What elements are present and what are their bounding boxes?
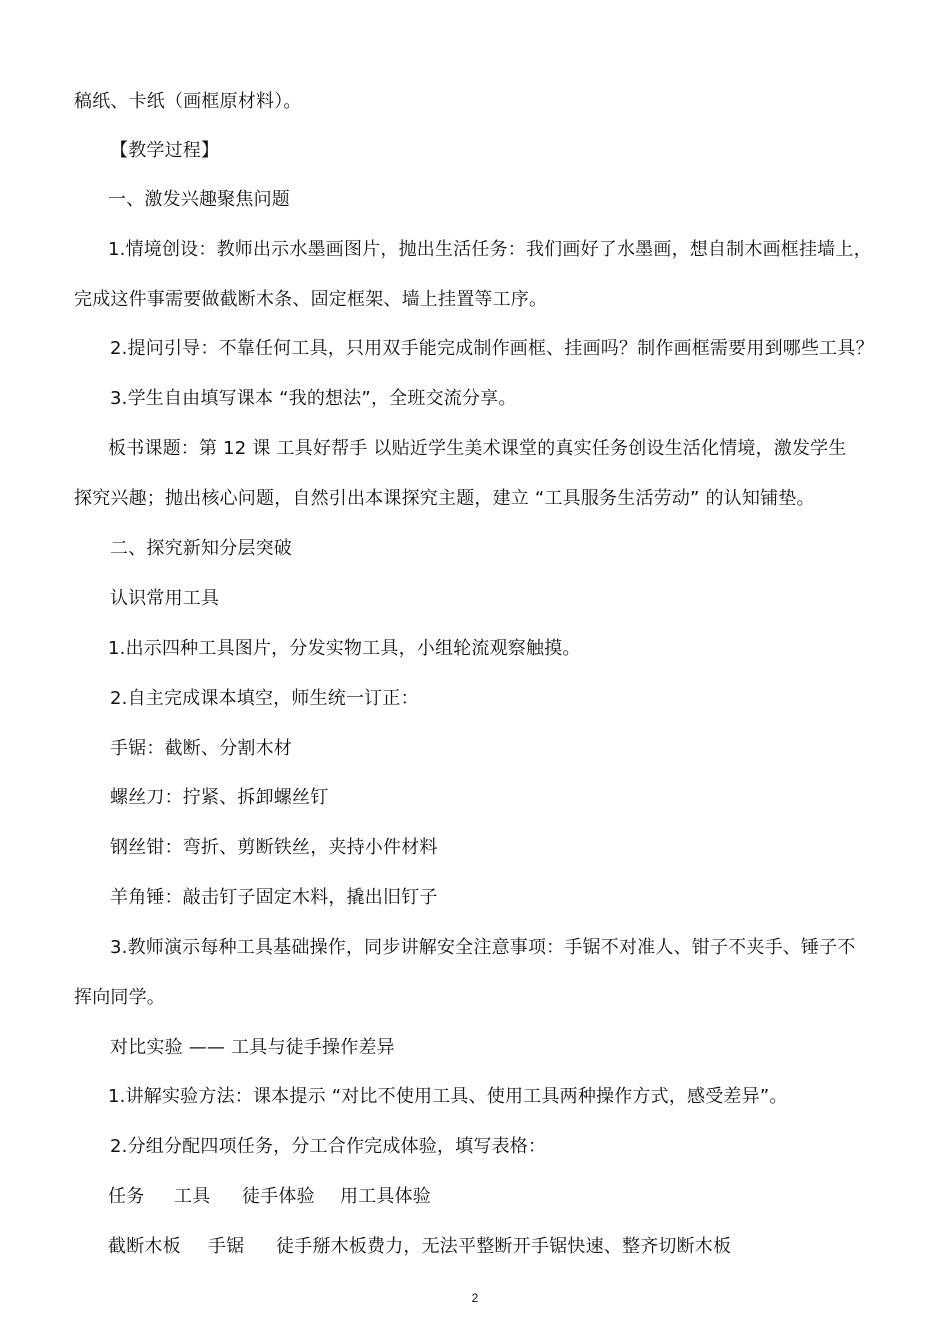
paragraph-group-tasks: 2.分组分配四项任务，分工合作完成体验，填写表格： [110, 1136, 547, 1157]
paragraph-show-tools: 1.出示四种工具图片，分发实物工具，小组轮流观察触摸。 [108, 638, 581, 659]
table-header-tool: 工具 [174, 1186, 211, 1207]
section-heading-part-one: 一、激发兴趣聚焦问题 [108, 189, 290, 210]
table-cell-task: 截断木板 [108, 1236, 181, 1257]
table-header-task: 任务 [108, 1186, 145, 1207]
paragraph-demo-line2: 挥向同学。 [74, 987, 165, 1008]
table-cell-hand-experience: 徒手掰木板费力，无法平整断开 [276, 1236, 531, 1257]
section-heading-part-two: 二、探究新知分层突破 [110, 538, 292, 559]
section-heading-teaching-process: 【教学过程】 [110, 140, 220, 161]
subheading-comparison-experiment: 对比实验 —— 工具与徒手操作差异 [110, 1037, 395, 1058]
paragraph-situation-line2: 完成这件事需要做截断木条、固定框架、墙上挂置等工序。 [74, 289, 548, 310]
paragraph-fill-blanks: 2.自主完成课本填空，师生统一订正： [110, 688, 419, 709]
paragraph-question-guide: 2.提问引导：不靠任何工具，只用双手能完成制作画框、挂画吗？制作画框需要用到哪些工具？ [110, 338, 874, 359]
tool-item-hammer: 羊角锤：敲击钉子固定木料，撬出旧钉子 [110, 887, 438, 908]
tool-item-screwdriver: 螺丝刀：拧紧、拆卸螺丝钉 [110, 787, 329, 808]
paragraph-student-ideas: 3.学生自由填写课本 “我的想法”，全班交流分享。 [110, 388, 517, 409]
tool-item-pliers: 钢丝钳：弯折、剪断铁丝，夹持小件材料 [110, 837, 438, 858]
subheading-common-tools: 认识常用工具 [110, 588, 220, 609]
tool-item-saw: 手锯：截断、分割木材 [110, 738, 292, 759]
table-cell-tool-experience: 手锯快速、整齐切断木板 [531, 1236, 732, 1257]
table-cell-tool: 手锯 [208, 1236, 245, 1257]
page-number: 2 [471, 1291, 479, 1305]
paragraph-situation-line1: 1.情境创设：教师出示水墨画图片，抛出生活任务：我们画好了水墨画，想自制木画框挂墙上， [108, 239, 872, 260]
paragraph-lesson-title-line1: 板书课题：第 12 课 工具好帮手 以贴近学生美术课堂的真实任务创设生活化情境，激发学生 [108, 438, 847, 459]
table-header-hand-experience: 徒手体验 [242, 1186, 315, 1207]
paragraph-demo-line1: 3.教师演示每种工具基础操作，同步讲解安全注意事项：手锯不对准人、钳子不夹手、锤子不 [110, 937, 856, 958]
paragraph-materials: 稿纸、卡纸（画框原材料）。 [74, 91, 302, 112]
paragraph-experiment-method: 1.讲解实验方法：课本提示 “对比不使用工具、使用工具两种操作方式，感受差异”。 [108, 1086, 788, 1107]
paragraph-lesson-title-line2: 探究兴趣；抛出核心问题，自然引出本课探究主题，建立 “工具服务生活劳动” 的认知铺垫。 [74, 488, 815, 509]
table-header-tool-experience: 用工具体验 [340, 1186, 431, 1207]
